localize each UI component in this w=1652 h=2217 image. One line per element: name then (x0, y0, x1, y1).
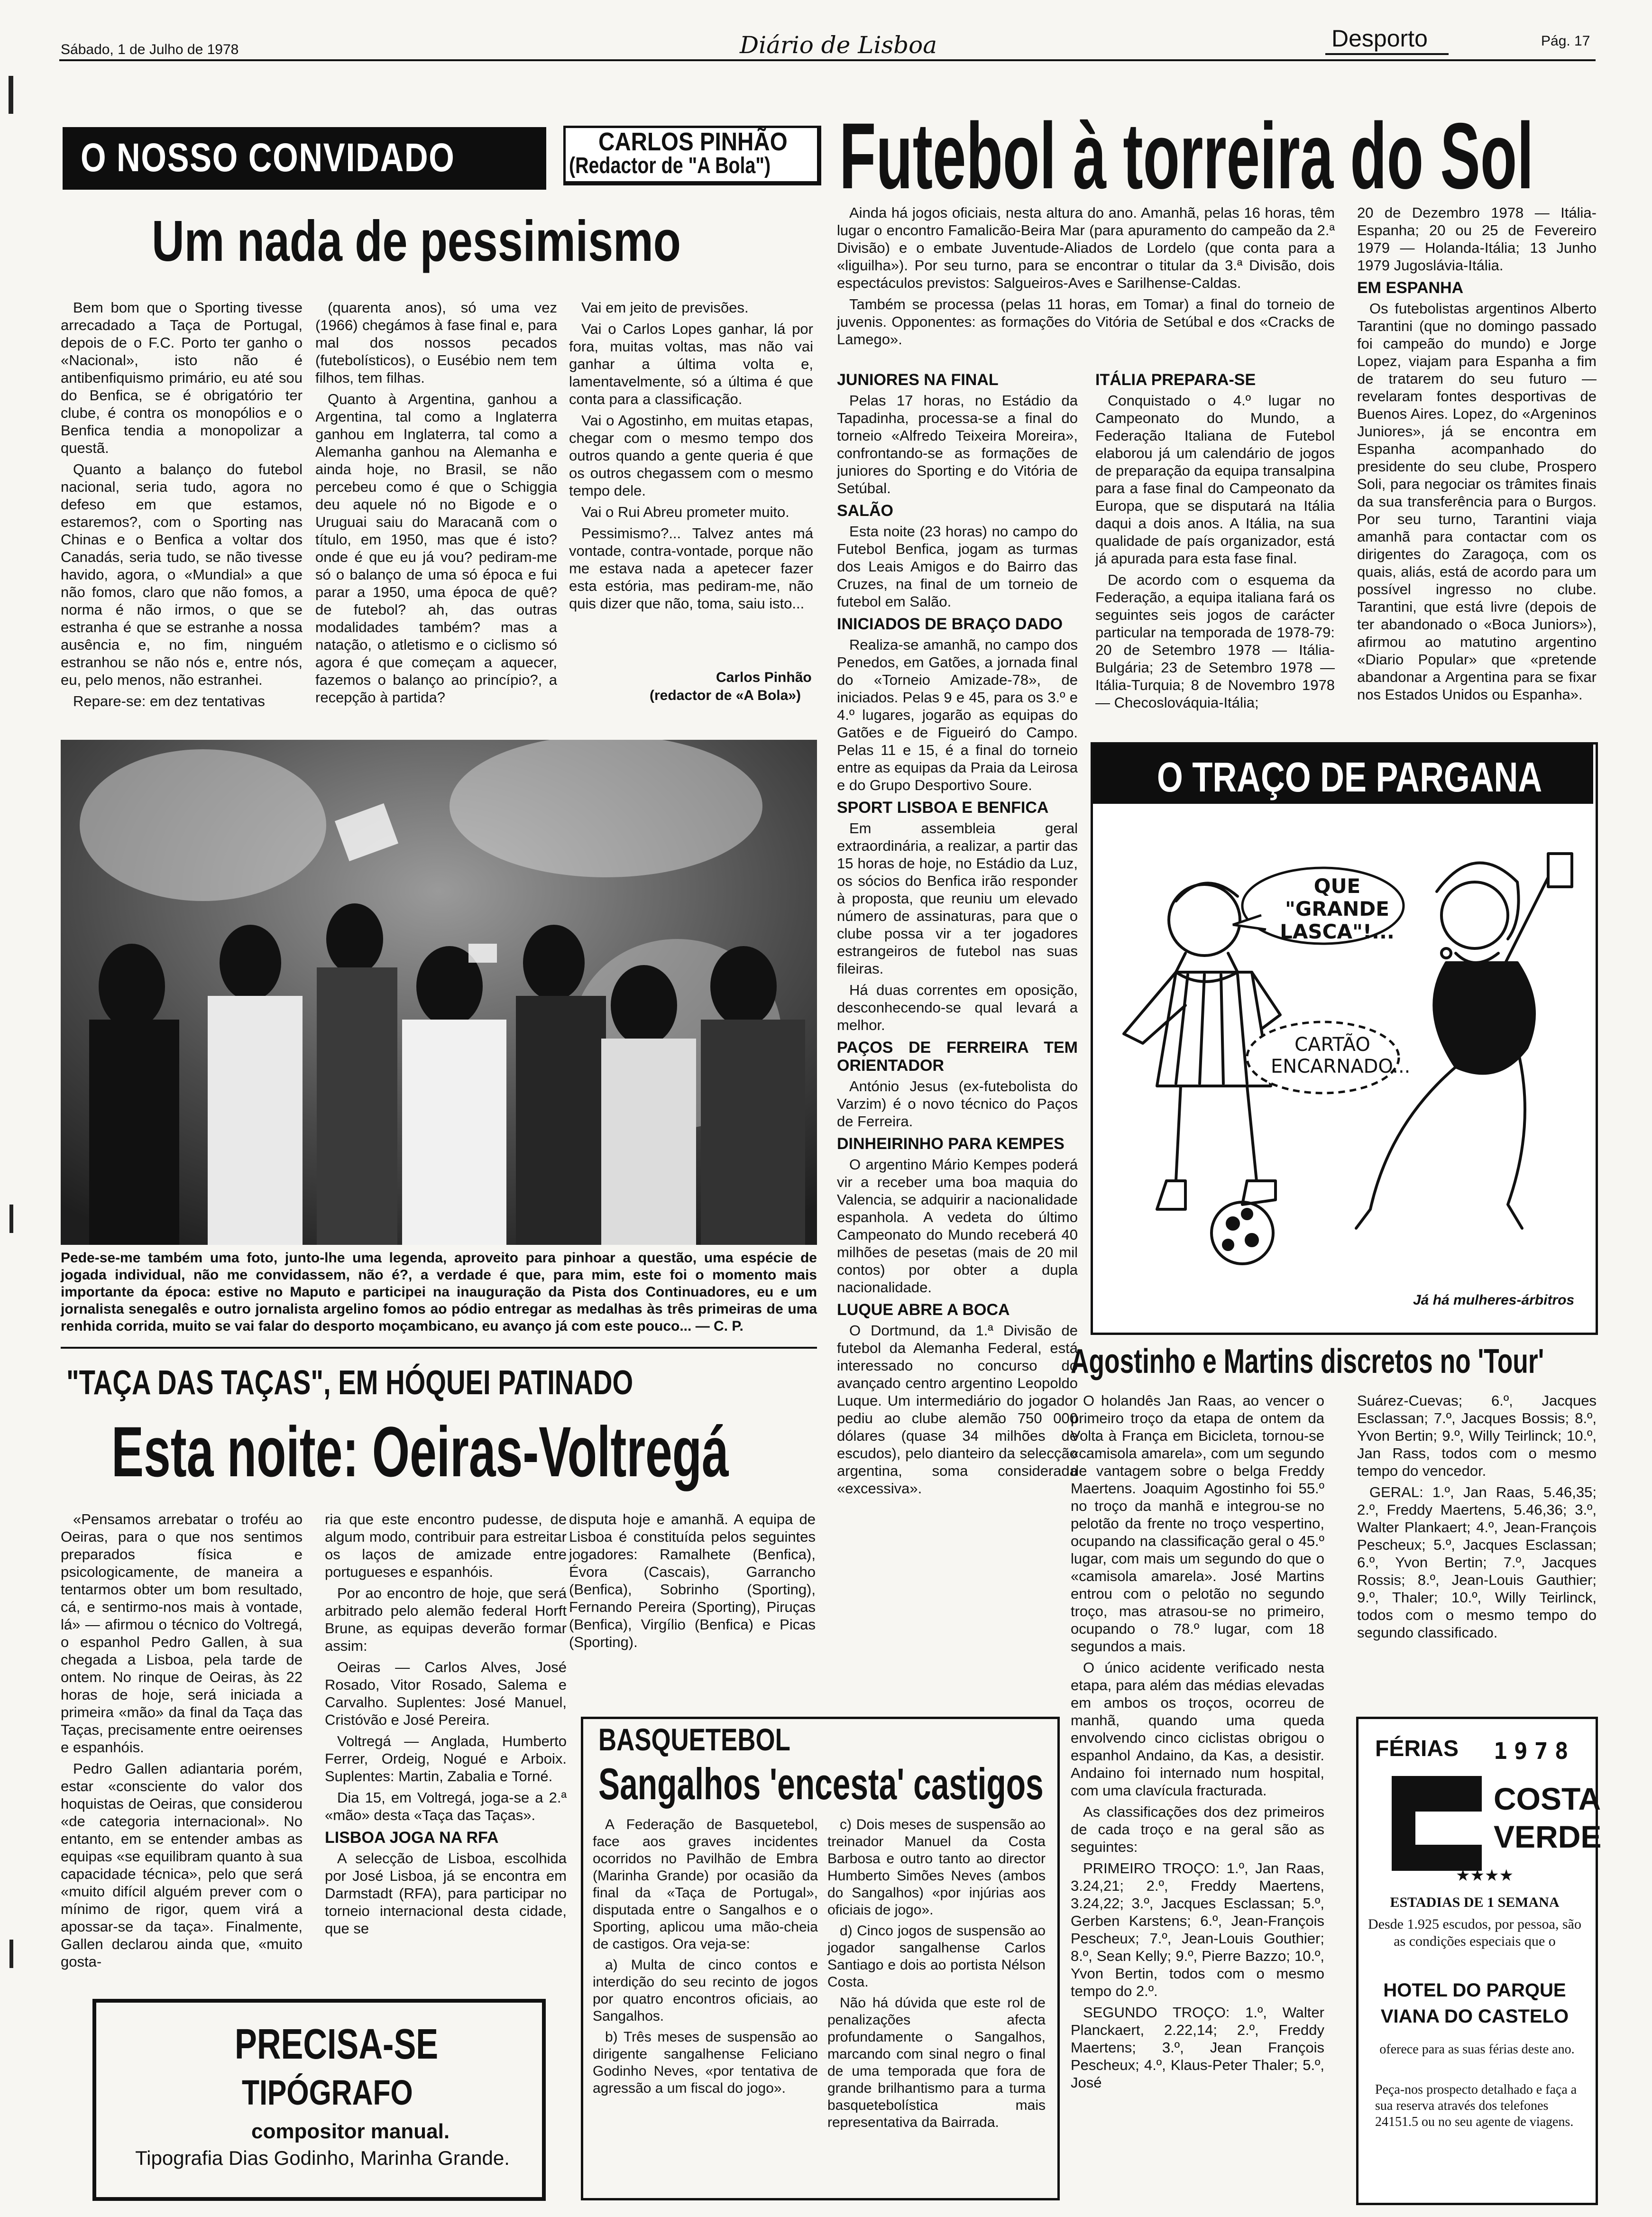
ferias-price: Desde 1.925 escudos, por pessoa, são as condições especiais que o (1368, 1916, 1581, 1949)
ferias-brand-1: COSTA (1494, 1781, 1601, 1816)
tipografo-detail: compositor manual. (251, 2120, 450, 2143)
section-name: Desporto (1331, 25, 1428, 52)
hoquei-column-1 (61, 1510, 303, 1974)
paragraph: A selecção de Lisboa, escolhida por José Lisboa, já se encontra em Darmstadt (RFA), para participar no torneio internacional desta cidade, que se (325, 1850, 567, 1937)
paragraph: Por ao encontro de hoje, que será arbitrado pelo alemão federal Horft Brune, as equipas deverão formar assim: (325, 1585, 567, 1654)
binding-mark (9, 1205, 13, 1233)
hoquei-column-3 (569, 1510, 816, 1655)
convidado-column-1 (61, 299, 303, 714)
paragraph: 20 de Dezembro 1978 — Itália-Espanha; 20 ou 25 de Fevereiro 1979 — Holanda-Itália; 13 Junho 1979 Jugoslávia-Itália. (1357, 204, 1597, 274)
paragraph: disputa hoje e amanhã. A equipa de Lisboa é constituída pelos seguintes jogadores: Ramalhete (Benfica), Évora (Cascais), Garrancho (Benfica), Sobrinho (Sporting), Fernando Pereira (Sporting), Piruças (Benfica), Virgílio (Benfica) e Picas (Sporting). (569, 1511, 816, 1650)
paragraph: A Federação de Basquetebol, face aos graves incidentes ocorridos no Pavilhão de Embra (Marinha Grande) por ocasião da final da «Taça de Portugal», disputada entre o Sangalhos e o Sporting, aplicou uma mão-cheia de castigos. Ora veja-se: (593, 1817, 818, 1952)
ferias-offer: oferece para as suas férias deste ano. (1379, 2042, 1575, 2057)
convidado-column-2 (315, 299, 557, 710)
ferias-brand-2: VERDE (1494, 1819, 1602, 1854)
paragraph: Dia 15, em Voltregá, joga-se a 2.ª «mão» desta «Taça das Taças». (325, 1789, 567, 1823)
futebol-column-2 (1095, 366, 1335, 715)
ferias-title: FÉRIAS (1375, 1736, 1459, 1761)
paragraph: Pedro Gallen adiantaria porém, estar «consciente do valor dos hoquistas de Oeiras, que considerou «de categoria internacional». No entanto, em se entender ambas as equipas «se equilibram quanto à sua capacidade técnica», pelo que será «muito difícil alguém prever com o mínimo de rigor, quem virá a apossar-se da taça». Finalmente, Gallen declarou ainda que, «muito gosta- (61, 1760, 303, 1970)
iniciados-subhead: INICIADOS DE BRAÇO DADO (837, 615, 1063, 633)
italia-continued (1357, 204, 1597, 707)
masthead: Diário de Lisboa (740, 31, 937, 59)
section-underline (1325, 53, 1449, 55)
espanha-subhead: EM ESPANHA (1357, 279, 1464, 297)
paragraph: Suárez-Cuevas; 6.º, Jacques Esclassan; 7.º, Jacques Bossis; 8.º, Yvon Bertin; 9.º, Willy Teirlinck; 10.º, Jan Rass, todos com o mesmo tempo do vencedor. (1357, 1392, 1597, 1479)
futebol-intro (837, 204, 1335, 352)
binding-mark (9, 76, 13, 114)
binding-mark (9, 1940, 13, 1968)
paragraph: Há duas correntes em oposição, desconhecendo-se qual levará a melhor. (837, 982, 1078, 1033)
futebol-column-1 (837, 366, 1078, 1501)
paragraph: Não há dúvida que este rol de penalizações afecta profundamente o Sangalhos, marcando com sinal negro o final de uma temporada que fora de grande brilhantismo para a turma basquetebolística mais representativa da Bairrada. (827, 1995, 1046, 2130)
rfa-subhead: LISBOA JOGA NA RFA (325, 1829, 499, 1847)
paragraph: a) Multa de cinco contos e interdição do seu recinto de jogos por quatro encontros oficiais, ao Sangalhos. (593, 1957, 818, 2024)
paragraph: Repare-se: em dez tentativas (73, 693, 265, 709)
sport-subhead: SPORT LISBOA E BENFICA (837, 799, 1049, 817)
paragraph: Os futebolistas argentinos Alberto Tarantini (que no domingo passado foi campeão do mundo) e Jorge Lopez, viajam para Espanha a fim de tratarem do seu futuro — revelaram fontes desportivas de Buenos Aires. Lopez, do «Argeninos Juniores», já se encontra em Espanha acompanhado do presidente do seu clube, Prospero Soli, para negociar os trâmites finais da sua transferência para o Burgos. Por seu turno, Tarantini viaja amanhã para contactar com os dirigentes do Zaragoça, com os quais, aliás, está de acordo para um possível ingresso no clube. Tarantini, que está livre (depois de ter abandonado o «Boca Juniors»), afirmou ao matutino argentino «Diario Popular» que «pretende abandonar a Argentina para se fixar nos Estados Unidos ou Espanha». (1357, 300, 1597, 703)
juniores-subhead: JUNIORES NA FINAL (837, 371, 999, 389)
header-rule (59, 59, 1596, 61)
basquete-column-2 (827, 1816, 1046, 2135)
signature: Carlos Pinhão (716, 670, 812, 685)
tour-column-1 (1071, 1392, 1324, 2095)
paragraph: Oeiras — Carlos Alves, José Rosado, Vitor Rosado, Salema e Carvalho. Suplentes: José Manuel, Cristóvão e José Pereira. (325, 1659, 567, 1728)
paragraph: Vai o Agostinho, em muitas etapas, chegar com o mesmo tempo dos outros quando a gente queria é que os outros chegassem com o mesmo tempo dele. (569, 412, 813, 499)
ferias-details: Peça-nos prospecto detalhado e faça a sua reserva através dos telefones 24151.5 ou no seu agente de viagens. (1375, 2082, 1577, 2129)
ferias-stars: ★★★★ (1456, 1867, 1514, 1885)
paragraph: GERAL: 1.º, Jan Raas, 5.46,35; 2.º, Freddy Maertens, 5.46,36; 3.º, Walter Plankaert; 4.º, Jean-François Pescheux; 5.º, Jacques Esclassan; 6.º, Yvon Bertin; 7.º, Jacques Rossis; 8.º, Jean-Louis Gauthier; 9.º, Thaler; 10.º, Willy Teirlinck, todos com o mesmo tempo do segundo classificado. (1357, 1484, 1597, 1641)
signature-role: (redactor de «A Bola») (650, 688, 801, 703)
convidado-banner-text: O NOSSO CONVIDADO (81, 135, 455, 180)
cartoon-speech-2: CARTÃO ENCARNADO... (1271, 1034, 1411, 1077)
ferias-year: 1978 (1494, 1738, 1575, 1765)
paragraph: c) Dois meses de suspensão ao treinador Manuel da Costa Barbosa e outro tanto ao director Humberto Simões Neves (ambos do Sangalhos) «por injúrias aos oficiais de jogo». (827, 1817, 1046, 1918)
ferias-stay: ESTADIAS DE 1 SEMANA (1390, 1895, 1560, 1910)
paragraph: Vai o Rui Abreu prometer muito. (581, 504, 789, 520)
paragraph: b) Três meses de suspensão ao dirigente sangalhense Feliciano Godinho Neves, «por tentativa de agressão a um fiscal do jogo». (593, 2029, 818, 2096)
paragraph: Voltregá — Anglada, Humberto Ferrer, Ordeig, Nogué e Arboix. Suplentes: Martin, Zabalia e Torné. (325, 1733, 567, 1785)
paragraph: De acordo com o esquema da Federação, a equipa italiana fará os seguintes seis jogos de carácter particular na temporada de 1978-79: 20 de Setembro 1978 — Itália-Bulgária; 23 de Setembro 1978 — Itália-Turquia; 8 de Novembro 1978 — Checoslováquia-Itália; (1095, 571, 1335, 711)
paragraph: Vai o Carlos Lopes ganhar, lá por fora, muitas voltas, mas não vai ganhar a última volta e, lamentavelmente, só a última é que conta para a classificação. (569, 321, 813, 407)
hoquei-headline: Esta noite: Oeiras-Voltregá (111, 1412, 729, 1491)
hoquei-kicker: "TAÇA DAS TAÇAS", EM HÓQUEI PATINADO (66, 1364, 633, 1402)
luque-subhead: LUQUE ABRE A BOCA (837, 1301, 1010, 1319)
tour-column-2 (1357, 1392, 1597, 1645)
tour-headline: Agostinho e Martins discretos no 'Tour' (1071, 1343, 1544, 1380)
basquete-column-1 (593, 1816, 818, 2101)
paragraph: Pessimismo?... Talvez antes má vontade, contra-vontade, porque não me estava nada a apetecer fazer esta estória, mas pediram-me, não quis dizer que não, toma, saiu isto... (569, 525, 813, 612)
page-number: Pág. 17 (1541, 33, 1590, 49)
pacos-subhead: PAÇOS DE FERREIRA TEM ORIENTADOR (837, 1039, 1078, 1075)
paragraph: «Pensamos arrebatar o troféu ao Oeiras, para o que nos sentimos preparados física e psicologicamente, de maneira a tentarmos obter um bom resultado, cá, e sentirmo-nos mais à vontade, lá» — afirmou o técnico do Voltregá, o espanhol Pedro Gallen, à sua chegada a Lisboa, pela tarde de ontem. No rinque de Oeiras, às 22 horas de hoje, será iniciada a primeira «mão» da final da Taça das Taças, precisamente entre oeirenses e espanhóis. (61, 1511, 303, 1756)
cartoon-speech-1: QUE "GRANDE LASCA"!... (1280, 874, 1395, 943)
basquete-kicker: BASQUETEBOL (598, 1722, 790, 1757)
news-photo (61, 740, 817, 1245)
paragraph: O argentino Mário Kempes poderá vir a receber uma boa maquia do Valencia, se adquirir a nacionalidade espanhola. A vedeta do último Campeonato do Mundo receberá 40 milhões de pesetas (mais de 20 mil contos) por obter a dupla nacionalidade. (837, 1156, 1078, 1296)
author-name: CARLOS PINHÃO (598, 128, 788, 156)
paragraph: Vai em jeito de previsões. (581, 299, 749, 316)
paragraph: Esta noite (23 horas) no campo do Futebol Benfica, jogam as turmas dos Leais Amigos e do Bairro das Cruzes, na final de um torneio de futebol em Salão. (837, 523, 1078, 610)
paragraph: PRIMEIRO TROÇO: 1.º, Jan Raas, 3.24,21; 2.º, Freddy Maertens, 3.24,22; 3.º, Jacques Esclassan; 5.º, Gerben Karstens; 6.º, Jean-François Pescheux; 7.º, Jean-Louis Gouthier; 8.º, Sean Kelly; 9.º, Pierre Bazzo; 10.º, Yvon Bertin, todos com o mesmo tempo do 2.º. (1071, 1860, 1324, 1999)
tipografo-title: PRECISA-SE (235, 2021, 439, 2068)
paragraph: Bem bom que o Sporting tivesse arrecadado a Taça de Portugal, depois de o F.C. Porto ter ganho o «Nacional», isto não é antibenfiquismo primário, eu até sou do Benfica, se é obrigatório ter clube, é contra os monopólios e o Benfica tendia a monopolizar a questã. (61, 299, 303, 456)
divider (61, 1347, 817, 1349)
dinheirinho-subhead: DINHEIRINHO PARA KEMPES (837, 1135, 1065, 1153)
author-role: (Redactor de "A Bola") (569, 153, 771, 178)
costa-verde-logo-cut (1415, 1812, 1482, 1845)
paragraph: As classificações dos dez primeiros de cada troço e na geral são as seguintes: (1071, 1803, 1324, 1855)
paragraph: (quarenta anos), só uma vez (1966) chegámos à fase final e, para mal dos nossos pecados (futebolísticos), o Eusébio nem tem filhos, tem filhas. (315, 299, 557, 386)
cartoon-caption: Já há mulheres-árbitros (1413, 1292, 1575, 1308)
convidado-headline: Um nada de pessimismo (152, 209, 681, 273)
ferias-hotel-1: HOTEL DO PARQUE (1383, 1980, 1566, 2001)
basquete-headline: Sangalhos 'encesta' castigos (598, 1759, 1044, 1809)
futebol-headline: Futebol à torreira do Sol (839, 103, 1534, 208)
paragraph: Também se processa (pelas 11 horas, em Tomar) a final do torneio de juvenis. Opponentes: as formações do Vitória de Setúbal e dos «Cracks de Lamego». (837, 296, 1335, 348)
paragraph: Realiza-se amanhã, no campo dos Penedos, em Gatões, a jornada final do «Torneio Amizade-78», de iniciados. Pelas 9 e 45, para os 3.º e 4.º lugares, jogarão as equipas do Gatões e de Figueiró do Campo. Pelas 11 e 15, é a final do torneio entre as equipas da Praia da Leirosa e do Grupo Desportivo Soure. (837, 636, 1078, 793)
paragraph: O Dortmund, da 1.ª Divisão de futebol da Alemanha Federal, está interessado no concurso do avançado centro argentino Leopoldo Luque. Um intermediário do jogador pediu ao clube alemão 750 000 dólares (quase 34 milhões de escudos), pelo dianteiro da selecção argentina, soma considerada «excessiva». (837, 1322, 1078, 1497)
crowd-photo-illustration (61, 740, 817, 1245)
photo-caption: Pede-se-me também uma foto, junto-lhe uma legenda, aproveito para pinhoar a questão, uma espécie de jogada individual, não me convidassem, não é?, a verdade é que, para mim, este foi o momento mais importante da época: estive no Maputo e participei na inauguração da Pista dos Continuadores, eu e um jornalista senegalês e outro jornalista argelino fomos ao pódio entregar as medalhas às três primeiras de uma renhida corrida, muito se vai falar do desporto moçambicano, eu avanço já com este pouco... — C. P. (61, 1250, 817, 1334)
paragraph: d) Cinco jogos de suspensão ao jogador sangalhense Carlos Santiago e dois ao portista Nélson Costa. (827, 1923, 1046, 1990)
hoquei-column-2 (325, 1510, 567, 1941)
paragraph: Ainda há jogos oficiais, nesta altura do ano. Amanhã, pelas 16 horas, têm lugar o encontro Famalicão-Beira Mar (para apuramento do campeão da 2.ª Divisão) e o embate Juventude-Aliados de Lordelo (que conta para a «liguilha»). Por seu turno, para se encontrar o titular da 3.ª Divisão, dois espectáculos previstos: Salgueiros-Aves e Sarilhense-Caldas. (837, 204, 1335, 291)
paragraph: António Jesus (ex-futebolista do Varzim) é o novo técnico do Paços de Ferreira. (837, 1078, 1078, 1130)
paragraph: SEGUNDO TROÇO: 1.º, Walter Planckaert, 2.22,14; 2.º, Freddy Maertens; 3.º, Jean François Pescheux; 4.º, Klaus-Peter Thaler; 5.º, José (1071, 2004, 1324, 2091)
paragraph: ria que este encontro pudesse, de algum modo, contribuir para estreitar os laços de amizade entre portugueses e espanhóis. (325, 1511, 567, 1580)
pargana-title: O TRAÇO DE PARGANA (1157, 754, 1542, 800)
paragraph: Quanto à Argentina, ganhou a Argentina, tal como a Inglaterra ganhou em Inglaterra, tal como a Alemanha ganhou na Alemanha e ainda hoje, no Brasil, se não percebeu como é que o Schiggia deu aquele nó no Bigode e o Uruguai saiu do Maracanã com o título, em 1950, mas que é isto? onde é que eu já vou? pediram-me só o balanço de uma só época e fui parar a 1950, uma época de quê? de futebol? ah, das outras modalidades também? mas a natação, o atletismo e o ciclismo só agora é que começam a aquecer, fazemos o balanço ao princípio?, a recepção à partida? (315, 391, 557, 706)
paragraph: Quanto a balanço do futebol nacional, seria tudo, agora no defeso em que estamos, estaremos?, com o Sporting nas Chinas e o Benfica a voltar dos Canadás, seria tudo, se não tivesse havido, agora, o «Mundial» a que não fomos, claro que não fomos, a norma é não irmos, o que se estranha é que se estranhe a nossa ausência e, no fim, ninguém estranhou se não nós e, entre nós, eu, pelo menos, não estranhei. (61, 461, 303, 688)
tipografo-role: TIPÓGRAFO (242, 2073, 413, 2112)
header-date: Sábado, 1 de Julho de 1978 (61, 42, 239, 57)
italia-subhead: ITÁLIA PREPARA-SE (1095, 371, 1256, 389)
paragraph: O único acidente verificado nesta etapa, para além das médias elevadas em ambos os troços, ocorreu de manhã, quando uma queda envolvendo cinco ciclistas obrigou o espanhol Andaino, da Kas, a desistir. Andaino foi internado num hospital, com uma clavícula fracturada. (1071, 1659, 1324, 1799)
ferias-hotel-2: VIANA DO CASTELO (1380, 2006, 1569, 2027)
paragraph: O holandês Jan Raas, ao vencer o primeiro troço da etapa de ontem da Volta à França em Bicicleta, tornou-se «camisola amarela», com um segundo de vantagem sobre o belga Freddy Maertens. Joaquim Agostinho foi 55.º no troço da manhã e integrou-se no pelotão da frente no troço vespertino, ocupando na classificação geral o 45.º lugar, com mais um segundo do que o «camisola amarela». José Martins entrou com o pelotão no segundo troço, mas atrasou-se no primeiro, ocupando o 78.º lugar, com 18 segundos a mais. (1071, 1392, 1324, 1655)
convidado-column-3 (569, 299, 813, 616)
paragraph: Em assembleia geral extraordinária, a realizar, a partir das 15 horas de hoje, no Estádio da Luz, os sócios do Benfica irão responder à proposta, que reuniu um elevado número de assinaturas, para que o clube possa vir a ter jogadores estrangeiros de futebol nas suas fileiras. (837, 820, 1078, 977)
paragraph: Pelas 17 horas, no Estádio da Tapadinha, processa-se a final do torneio «Alfredo Teixeira Moreira», confrontando-se as formações de juniores do Sporting e do Vitória de Setúbal. (837, 392, 1078, 497)
paragraph: Conquistado o 4.º lugar no Campeonato do Mundo, a Federação Italiana de Futebol elaborou já um calendário de jogos de preparação da equipa transalpina para a fase final do Campeonato da Europa, que se disputará na Itália daqui a dois anos. A Itália, na sua qualidade de país organizador, está já apurada para esta fase final. (1095, 392, 1335, 567)
tipografo-company: Tipografia Dias Godinho, Marinha Grande. (135, 2147, 510, 2169)
salao-subhead: SALÃO (837, 502, 893, 520)
